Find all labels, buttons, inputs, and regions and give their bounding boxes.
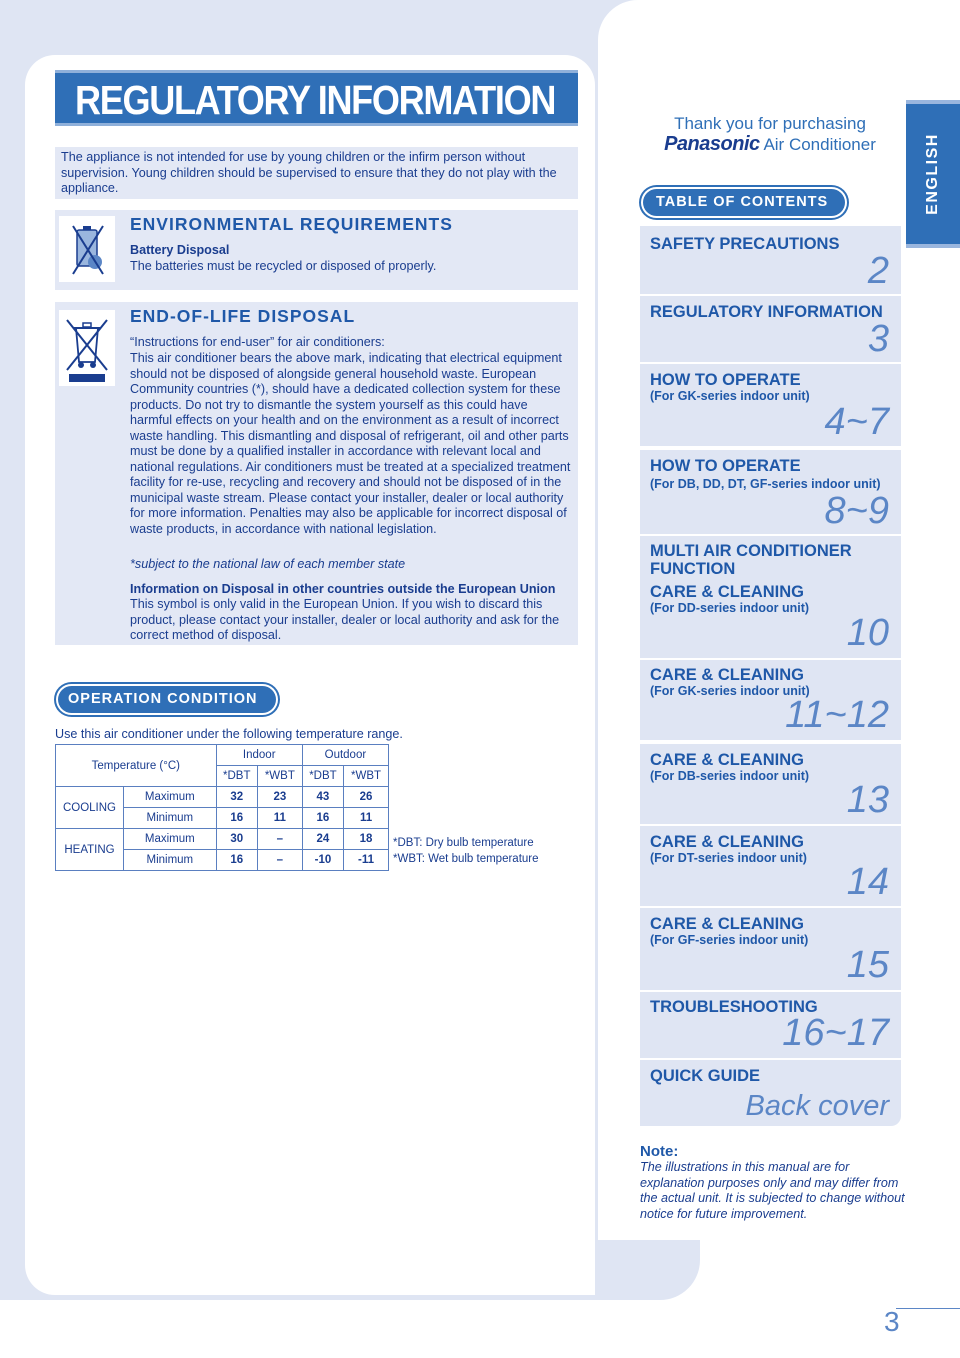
outside-eu-heading: Information on Disposal in other countries outside the European Union (130, 582, 556, 596)
toc-entry-title: SAFETY PRECAUTIONS (650, 235, 840, 253)
toc-entry-care-dt[interactable] (640, 826, 901, 906)
toc-entry-operate-gk[interactable] (640, 364, 901, 446)
table-cell: -10 (302, 850, 343, 871)
table-cell: -11 (344, 850, 389, 871)
toc-entry-care-db[interactable] (640, 744, 901, 824)
toc-entry-care-gk[interactable] (640, 660, 901, 740)
toc-entry-troubleshooting[interactable] (640, 992, 901, 1058)
toc-entry-title: HOW TO OPERATE (650, 457, 801, 475)
wbt-note: *WBT: Wet bulb temperature (393, 852, 539, 865)
language-tab-label: ENGLISH (924, 133, 941, 215)
maximum-label: Maximum (124, 829, 217, 850)
toc-entry-subtitle: (For DT-series indoor unit) (650, 851, 807, 865)
toc-entry-page: 10 (846, 612, 889, 654)
toc-entry-title: QUICK GUIDE (650, 1067, 761, 1085)
indoor-wbt-header: *WBT (257, 766, 302, 787)
table-cell: 18 (344, 829, 389, 850)
toc-entry-page: 13 (846, 779, 889, 821)
toc-entry-page: 3 (867, 318, 889, 360)
table-cell: 26 (344, 787, 389, 808)
end-of-life-section (55, 302, 578, 645)
toc-entry-subtitle: (For GK-series indoor unit) (650, 684, 810, 698)
toc-entry-subtitle: (For DB, DD, DT, GF-series indoor unit) (650, 477, 881, 491)
table-cell: 30 (216, 829, 257, 850)
end-of-life-lead: “Instructions for end-user” for air conditioners: (130, 335, 385, 349)
intro-text: The appliance is not intended for use by young children or the infirm person without supervision. Young children should be supervised to ensure that they do not play with the appliance. (55, 147, 578, 199)
indoor-dbt-header: *DBT (216, 766, 257, 787)
table-cell: – (257, 829, 302, 850)
toc-entry-title: TROUBLESHOOTING (650, 998, 818, 1016)
end-of-life-footnote: *subject to the national law of each member state (130, 557, 406, 571)
weee-bin-icon (59, 310, 115, 386)
toc-entry-title-line2: FUNCTION (650, 560, 736, 578)
end-of-life-body: This air conditioner bears the above mark, indicating that electrical equipment should not be disposed of alongside general household waste. European Community countries (*), should have a dedicated collection system for these products. Do not try to dismantle the system yourself as this could have harmful effects on your health and on the environment as a result of incorrect waste handling. This dismantling and disposal of refrigerant, oil and other parts must be done by a qualified installer in accordance with relevant local and national regulations. Air conditioners must be treated at a specialized treatment facility for re-use, recycling and recovery and should not be disposed of in the municipal waste stream. Please contact your installer, dealer or local authority for more information. Penalties may also be applicable for incorrect disposal of waste products, in accordance with national legislation. (130, 351, 571, 536)
operation-condition-heading: OPERATION CONDITION (58, 686, 276, 713)
table-cell: – (257, 850, 302, 871)
toc-entry-page: 2 (867, 250, 889, 292)
toc-entry-subtitle: (For DB-series indoor unit) (650, 769, 810, 783)
toc-entry-title-line3: CARE & CLEANING (650, 583, 805, 601)
thanks-text: Thank you for purchasing (674, 114, 866, 133)
toc-entry-title: REGULATORY INFORMATION (650, 303, 883, 321)
outdoor-header: Outdoor (302, 745, 388, 766)
toc-entry-title: CARE & CLEANING (650, 915, 805, 933)
environmental-heading: ENVIRONMENTAL REQUIREMENTS (130, 214, 453, 234)
toc-entry-title: MULTI AIR CONDITIONER (650, 542, 852, 560)
language-tab-english[interactable] (906, 100, 960, 248)
thank-you-message (640, 113, 900, 155)
operation-intro: Use this air conditioner under the following temperature range. (55, 727, 403, 741)
table-cell: 11 (257, 808, 302, 829)
indoor-header: Indoor (216, 745, 302, 766)
outside-eu-text: This symbol is only valid in the European Union. If you wish to discard this product, please contact your installer, dealer or local authority and ask for the correct method of disposal. (130, 597, 560, 642)
toc-entry-multi-care-dd[interactable] (640, 536, 901, 658)
toc-entry-page: 11~12 (785, 694, 889, 736)
heating-label: HEATING (56, 829, 124, 871)
toc-entry-page: 15 (846, 944, 889, 986)
table-cell: 32 (216, 787, 257, 808)
toc-entry-page: 16~17 (782, 1012, 889, 1054)
temperature-range-table (55, 744, 389, 871)
minimum-label: Minimum (124, 808, 217, 829)
battery-disposal-subheading: Battery Disposal (130, 243, 230, 257)
maximum-label: Maximum (124, 787, 217, 808)
toc-entry-care-gf[interactable] (640, 908, 901, 990)
battery-disposal-text: The batteries must be recycled or disposed of properly. (130, 259, 437, 273)
note-heading: Note: (640, 1143, 679, 1160)
page-title-bar (55, 70, 578, 126)
toc-entry-title: CARE & CLEANING (650, 666, 805, 684)
toc-entry-subtitle: (For GK-series indoor unit) (650, 389, 810, 403)
dbt-note: *DBT: Dry bulb temperature (393, 837, 534, 849)
outdoor-wbt-header: *WBT (344, 766, 389, 787)
table-cell: 16 (216, 850, 257, 871)
panasonic-logo: Panasonic (664, 133, 760, 155)
outdoor-dbt-header: *DBT (302, 766, 343, 787)
toc-entry-operate-db[interactable] (640, 450, 901, 534)
toc-entry-safety[interactable] (640, 226, 901, 294)
product-name: Air Conditioner (763, 135, 876, 154)
table-cell: 23 (257, 787, 302, 808)
page-number-rule (896, 1308, 960, 1309)
table-cell: 16 (302, 808, 343, 829)
toc-entry-title: CARE & CLEANING (650, 751, 805, 769)
table-cell: 11 (344, 808, 389, 829)
table-cell: 16 (216, 808, 257, 829)
battery-disposal-icon (59, 216, 115, 282)
toc-entry-page: 14 (846, 861, 889, 903)
toc-entry-page: Back cover (745, 1090, 889, 1122)
toc-entry-subtitle: (For DD-series indoor unit) (650, 601, 810, 615)
temperature-header: Temperature (°C) (56, 745, 217, 787)
note-text: The illustrations in this manual are for explanation purposes only and may differ from the actual unit. It is subjected to change without notice for future improvement. (640, 1160, 905, 1221)
page-number: 3 (884, 1306, 900, 1337)
toc-entry-page: 8~9 (824, 490, 889, 532)
page-title: REGULATORY INFORMATION (75, 77, 556, 123)
table-cell: 24 (302, 829, 343, 850)
toc-entry-subtitle: (For GF-series indoor unit) (650, 933, 809, 947)
table-notes (393, 836, 539, 867)
toc-entry-quick-guide[interactable] (640, 1060, 901, 1126)
table-cell: 43 (302, 787, 343, 808)
toc-entry-title: HOW TO OPERATE (650, 371, 801, 389)
cooling-label: COOLING (56, 787, 124, 829)
environmental-section (55, 210, 578, 290)
end-of-life-heading: END-OF-LIFE DISPOSAL (130, 306, 356, 326)
minimum-label: Minimum (124, 850, 217, 871)
toc-entry-page: 4~7 (824, 401, 889, 443)
toc-entry-regulatory[interactable] (640, 296, 901, 362)
table-of-contents-heading: TABLE OF CONTENTS (643, 189, 845, 216)
toc-entry-title: CARE & CLEANING (650, 833, 805, 851)
